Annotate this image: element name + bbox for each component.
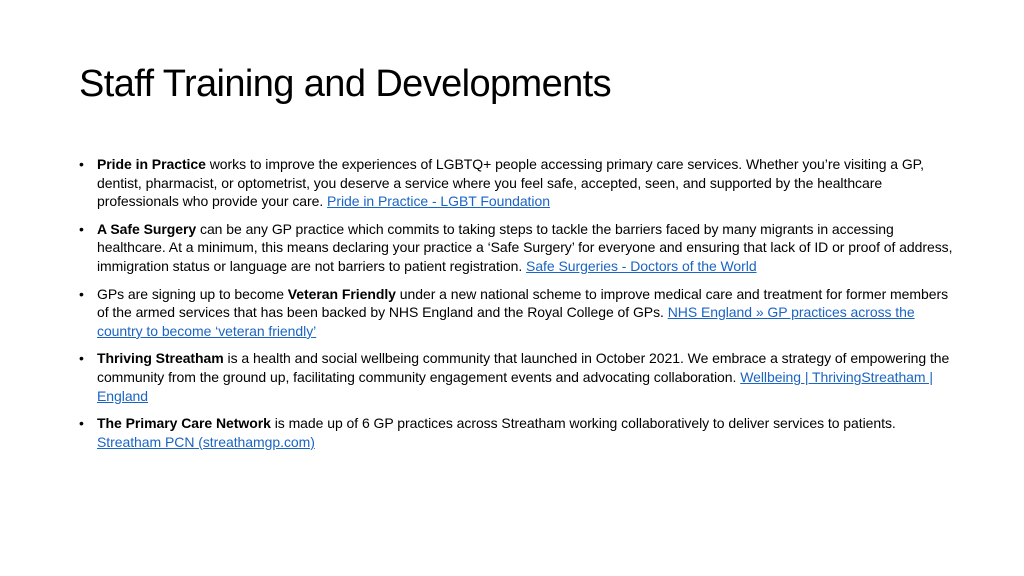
bullet-pride-in-practice xyxy=(79,155,959,211)
bullet-text: can be any GP practice which commits to taking steps to tackle the barriers faced by many migrants in accessing healthcare. At a minimum, this means declaring your practice a ‘Safe Surgery’ for everyone and ensuring that lack of ID or proof of address, immigration status or language are not barriers to patient registration. xyxy=(97,220,953,274)
bullet-marker: • xyxy=(79,156,84,172)
bullet-bold-term: Thriving Streatham xyxy=(97,350,224,367)
bullet-marker: • xyxy=(79,220,84,237)
nhs-england-veteran-link[interactable]: NHS England » GP practices across the country to become ‘veteran friendly’ xyxy=(97,304,915,339)
bullet-marker: • xyxy=(79,285,84,302)
bullet-text: works to improve the experiences of LGBTQ+ people accessing primary care services. Whether you’re visiting a GP, dentist, pharmacist, or optometrist, you deserve a service where you feel safe, accepted, seen, and supported by the healthcare professionals who provide your care. xyxy=(97,156,925,210)
bullet-safe-surgery xyxy=(79,220,959,276)
bullet-text: is a health and social wellbeing community that launched in October 2021. We embrace a strategy of empowering the community from the ground up, facilitating community engagement events and advocating collaboration. xyxy=(97,350,950,385)
bullet-marker: • xyxy=(79,350,84,367)
bullet-list xyxy=(79,155,959,460)
pride-in-practice-link[interactable]: Pride in Practice - LGBT Foundation xyxy=(327,193,550,210)
bullet-prefix-text: GPs are signing up to become xyxy=(97,285,288,302)
safe-surgeries-link[interactable]: Safe Surgeries - Doctors of the World xyxy=(526,257,757,274)
bullet-primary-care-network xyxy=(79,414,959,451)
bullet-veteran-friendly xyxy=(79,285,959,341)
bullet-bold-term: The Primary Care Network xyxy=(97,415,271,432)
slide-title: Staff Training and Developments xyxy=(79,63,612,105)
streatham-pcn-link[interactable]: Streatham PCN (streathamgp.com) xyxy=(97,433,315,450)
bullet-thriving-streatham xyxy=(79,349,959,405)
thriving-streatham-link[interactable]: Wellbeing | ThrivingStreatham | England xyxy=(97,368,933,404)
bullet-text: under a new national scheme to improve medical care and treatment for former members of the armed services that has been backed by NHS England and the Royal College of GPs. xyxy=(97,285,949,321)
bullet-marker: • xyxy=(79,415,84,432)
bullet-bold-term: Pride in Practice xyxy=(97,156,206,172)
bullet-bold-term: Veteran Friendly xyxy=(287,285,396,302)
bullet-text: is made up of 6 GP practices across Streatham working collaboratively to deliver services to patients. xyxy=(270,415,896,432)
bullet-bold-term: A Safe Surgery xyxy=(97,220,197,237)
